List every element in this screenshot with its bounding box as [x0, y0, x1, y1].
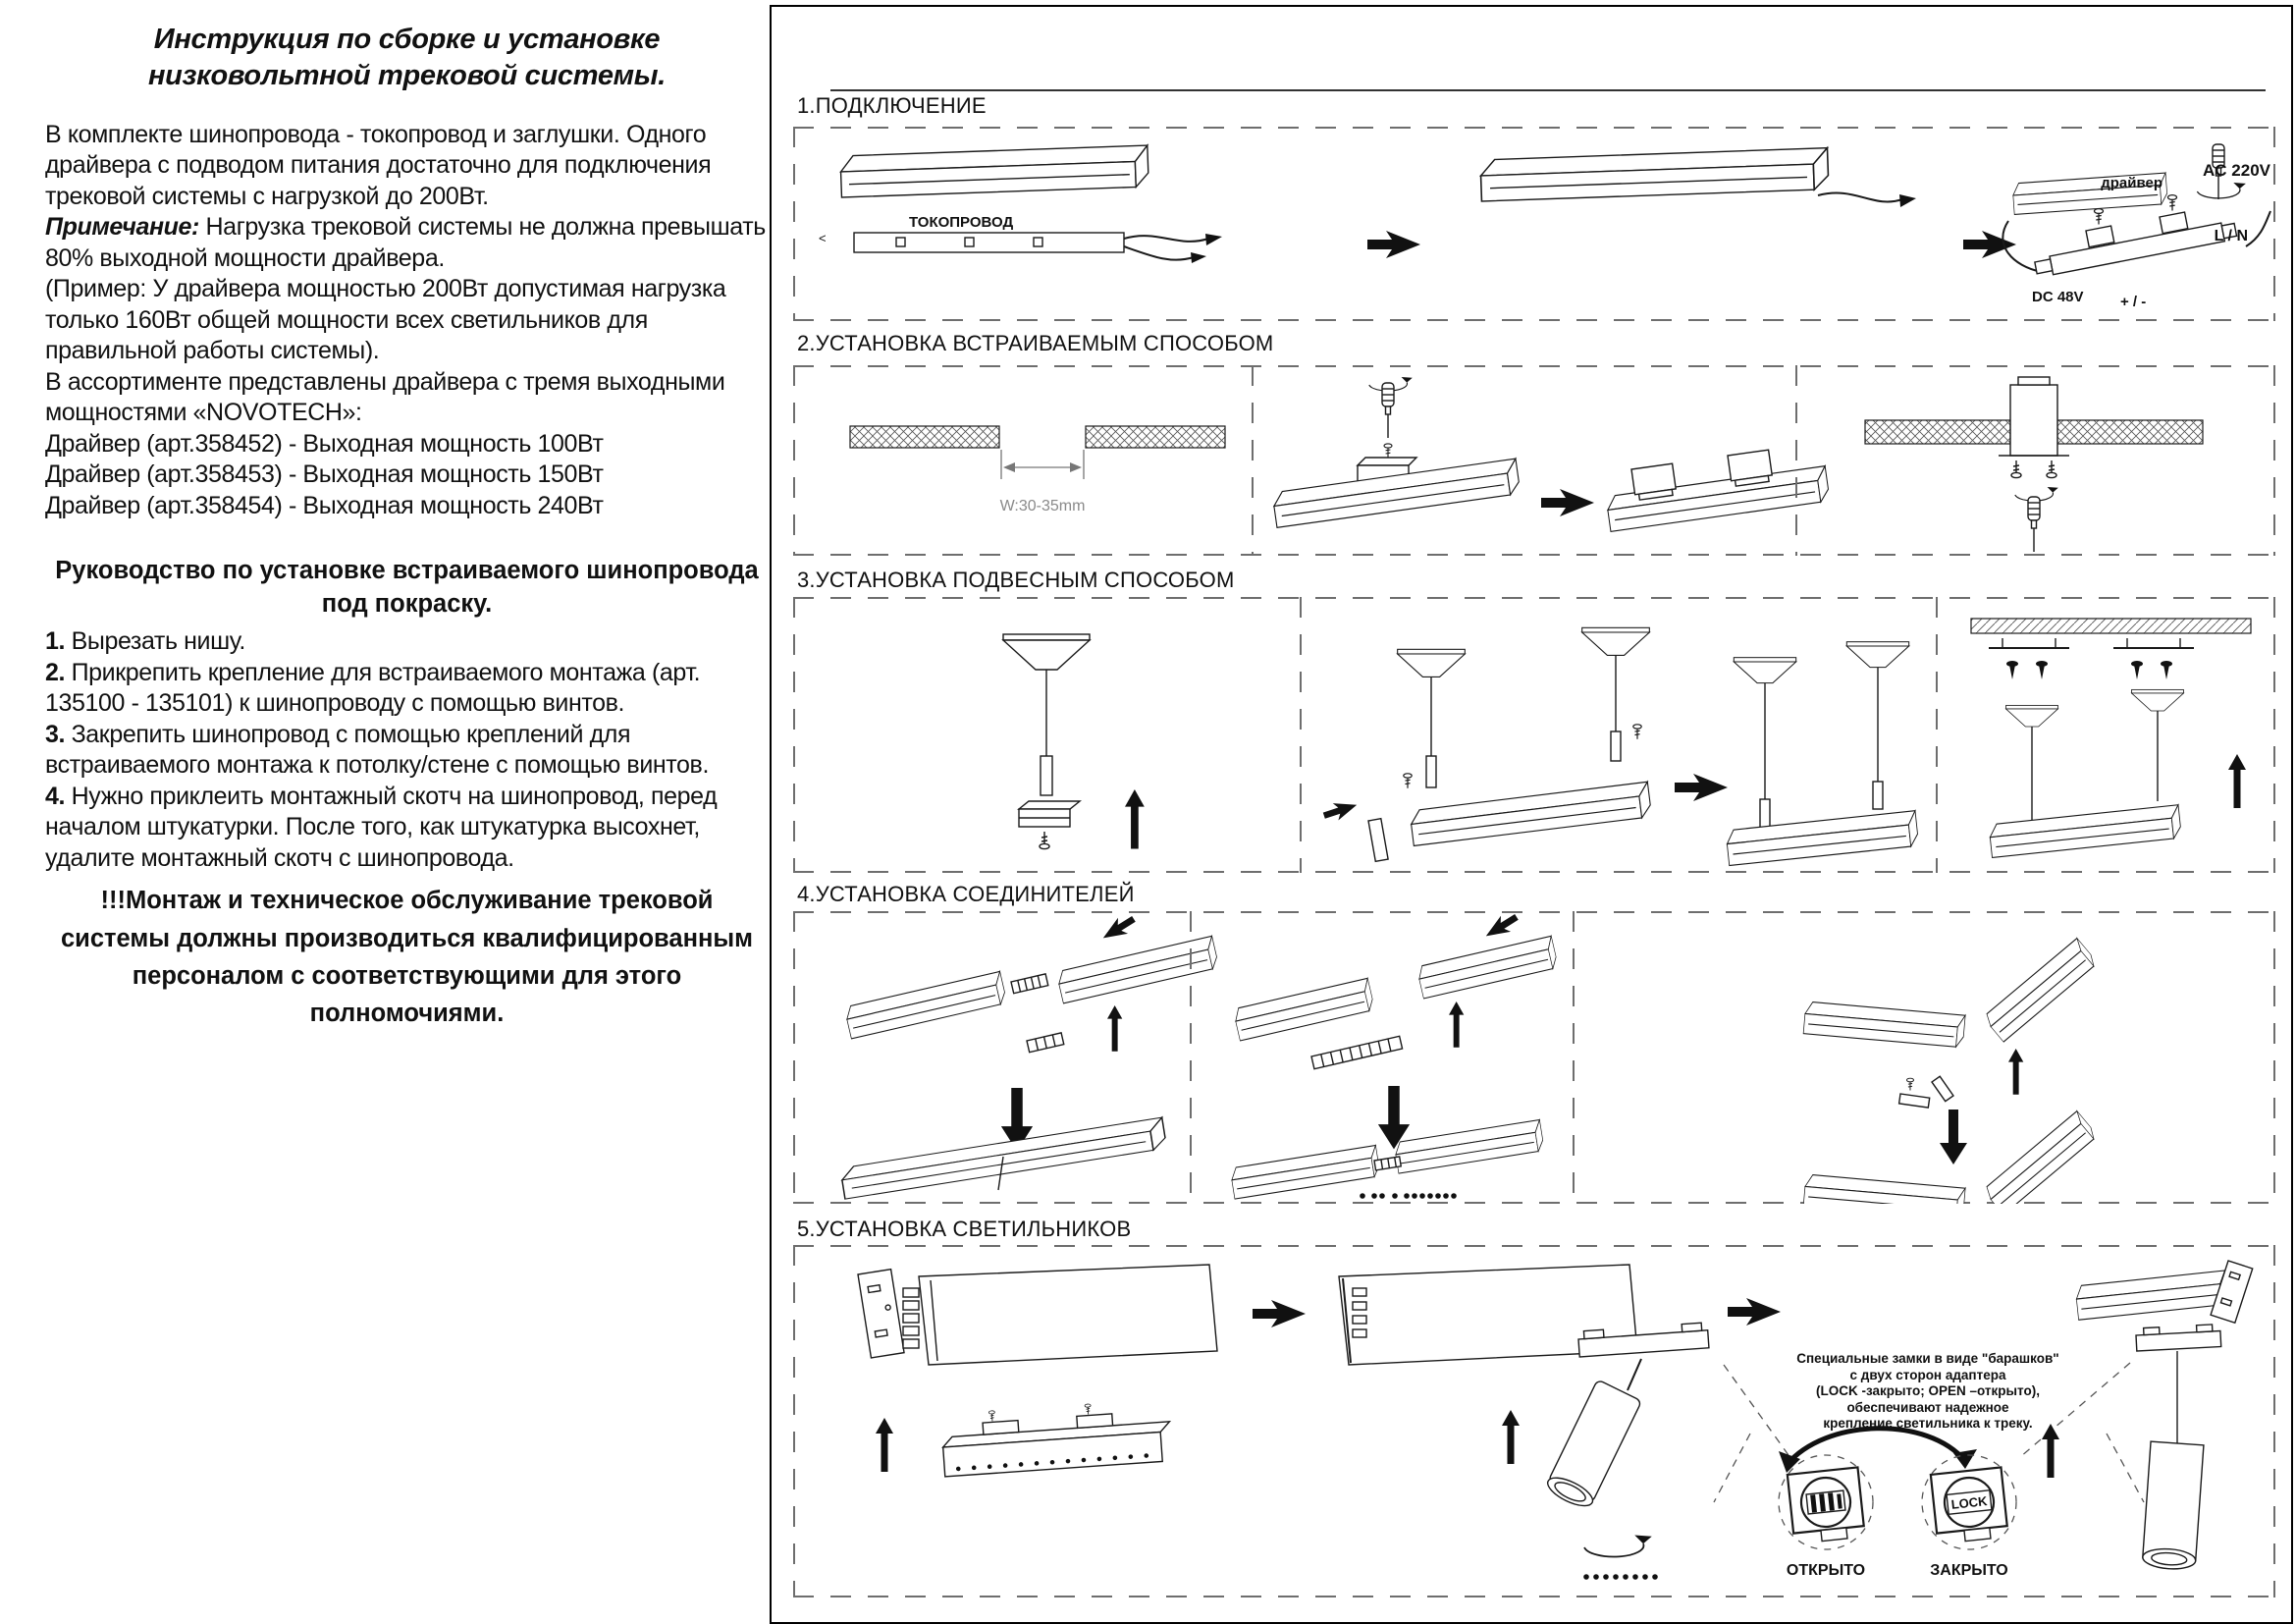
arrow-right-icon	[1541, 489, 1594, 516]
driver-item: Драйвер (арт.358453) - Выходная мощность 150Вт	[45, 460, 604, 489]
instructions-diagram-panel	[770, 5, 2293, 1624]
linear-luminaire-illustration	[940, 1398, 1172, 1477]
section-2-title: 2.УСТАНОВКА ВСТРАИВАЕМЫМ СПОСОБОМ	[797, 331, 1274, 355]
lock-note-line: обеспечивают надежное	[1846, 1399, 2009, 1415]
canopy-icon	[2006, 705, 2058, 727]
long-connector-illustration	[1230, 911, 1559, 1199]
canopy-icon	[1582, 627, 1650, 655]
step-number: 2.	[45, 658, 66, 686]
pendant-luminaire-illustration	[2136, 1325, 2221, 1571]
section-2-diagram	[793, 365, 2275, 556]
section-3-title: 3.УСТАНОВКА ПОДВЕСНЫМ СПОСОБОМ	[797, 568, 1235, 592]
corner-connector-illustration	[1803, 939, 2098, 1204]
bracket-mounting-illustration	[1272, 377, 1521, 527]
rotate-arrow-icon	[2197, 183, 2246, 198]
arrow-down-icon	[1940, 1110, 1967, 1164]
lock-note	[1747, 1351, 2109, 1433]
arrow-right-icon	[1253, 1300, 1306, 1327]
arrow-down-left-icon	[1481, 911, 1522, 944]
section-3-diagram	[793, 597, 2275, 873]
canopy-icon	[1398, 649, 1466, 677]
screwdriver-icon	[1382, 383, 1394, 438]
screw-icon	[2047, 460, 2056, 478]
note-paragraph	[45, 212, 769, 274]
rotate-arrow-icon	[1584, 1536, 1652, 1557]
arrow-down-icon	[1378, 1086, 1410, 1149]
ceiling-cutout-illustration	[850, 426, 1225, 479]
arrow-right-icon	[1321, 796, 1360, 824]
step-text: Вырезать нишу.	[65, 627, 245, 656]
endcap-track-illustration	[858, 1265, 1217, 1365]
warning-text: !!!Монтаж и техническое обслуживание трековой системы должны производиться квалифицированным персоналом с соответствующими для этого полномочиями.	[60, 887, 754, 1028]
polarity-mark: <	[819, 231, 827, 245]
plus-minus-label: + / -	[2120, 294, 2147, 310]
arrow-up-icon	[1107, 1005, 1122, 1052]
arrow-up-icon	[1502, 1410, 1520, 1464]
step-item	[45, 626, 769, 658]
screwdriver-icon	[2028, 497, 2040, 552]
screw-icon	[1633, 725, 1642, 739]
open-label: ОТКРЫТО	[1786, 1562, 1866, 1579]
ln-label: L / N	[2214, 228, 2248, 244]
dc-label: DC 48V	[2032, 289, 2084, 305]
guide-heading: Руководство по установке встраиваемого шинопровода под покраску.	[55, 557, 759, 618]
recessed-mount-diagram	[793, 365, 2275, 556]
connectors-diagram	[793, 911, 2275, 1204]
track-illustration	[840, 145, 1148, 197]
lock-note-line: Специальные замки в виде "барашков"	[1796, 1351, 2059, 1366]
instructions-text-column	[45, 22, 769, 1032]
track-with-wire-illustration	[1480, 148, 1916, 207]
ceiling-mounted-pendant-illustration	[1971, 619, 2251, 857]
arrow-up-icon	[2228, 754, 2246, 808]
section-1-title: 1.ПОДКЛЮЧЕНИЕ	[797, 93, 987, 118]
recessed-track-cross-section	[1865, 377, 2203, 552]
screw-icon	[988, 1411, 995, 1422]
step-text: Нужно приклеить монтажный скотч на шинопровод, перед началом штукатурки. После того, как штукатурка высохнет, удалите монтажный скотч с шинопровода.	[45, 782, 718, 872]
page-title: Инструкция по сборке и установке низковольтной трековой системы.	[147, 24, 667, 91]
screw-icon	[2011, 460, 2021, 478]
pendant-kit-illustration	[1003, 634, 1090, 849]
power-feed-illustration	[854, 233, 1222, 263]
screw-icon	[2095, 209, 2104, 225]
canopy-icon	[2132, 689, 2184, 711]
spot-luminaire-illustration	[1544, 1323, 1709, 1580]
dotted-row	[1360, 1193, 1457, 1199]
screw-icon	[1085, 1404, 1092, 1415]
assortment-paragraph: В ассортименте представлены драйвера с тремя выходными мощностями «NOVOTECH»:	[45, 367, 725, 427]
driver-label: драйвер	[2101, 175, 2163, 191]
tokoprovod-label: ТОКОПРОВОД	[909, 214, 1014, 231]
arrow-up-icon	[876, 1418, 893, 1472]
step-number: 4.	[45, 782, 66, 810]
width-label: W:30-35mm	[999, 498, 1086, 514]
arrow-up-icon	[2008, 1049, 2023, 1095]
driver-item: Драйвер (арт.358454) - Выходная мощность 240Вт	[45, 491, 604, 519]
dotted-row	[1583, 1574, 1658, 1580]
arrow-right-icon	[1367, 231, 1420, 258]
note-text: Нагрузка трековой системы не должна превышать 80% выходной мощности драйвера.	[45, 213, 766, 272]
screw-icon	[1404, 774, 1413, 788]
connection-diagram	[793, 127, 2275, 321]
note-label: Примечание:	[45, 213, 199, 242]
intro-paragraph	[45, 120, 769, 213]
pendant-mount-diagram	[793, 597, 2275, 873]
lock-knob-closed-icon	[1922, 1455, 2016, 1549]
arrow-right-icon	[1675, 774, 1728, 801]
straight-connector-illustration	[840, 911, 1219, 1199]
section-4-title: 4.УСТАНОВКА СОЕДИНИТЕЛЕЙ	[797, 882, 1135, 906]
canopy-icon	[1846, 642, 1908, 668]
lock-note-line: с двух сторон адаптера	[1849, 1367, 2006, 1382]
section-5-title: 5.УСТАНОВКА СВЕТИЛЬНИКОВ	[797, 1217, 1132, 1241]
step-item	[45, 782, 769, 875]
screw-icon	[2168, 195, 2177, 211]
closed-label: ЗАКРЫТО	[1930, 1562, 2008, 1579]
driver-item: Драйвер (арт.358452) - Выходная мощность 100Вт	[45, 429, 604, 458]
step-item	[45, 720, 769, 782]
step-number: 3.	[45, 720, 66, 748]
screw-icon	[1040, 832, 1049, 849]
section-5-diagram	[793, 1245, 2275, 1597]
screw-icon	[1384, 444, 1392, 458]
screw-icon	[1907, 1078, 1914, 1090]
pendant-assembly-illustration	[1368, 627, 1652, 861]
step-text: Прикрепить крепление для встраиваемого монтажа (арт. 135100 - 135101) к шинопроводу с помощью винтов.	[45, 658, 701, 718]
arrow-right-icon	[1728, 1298, 1781, 1326]
step-text: Закрепить шинопровод с помощью креплений для встраиваемого монтажа к потолку/стене с помощью винтов.	[45, 720, 709, 780]
suspended-track-illustration	[1726, 642, 1919, 866]
section-4-diagram	[793, 911, 2275, 1204]
step-item	[45, 658, 769, 720]
intro-text: В комплекте шинопровода - токопровод и заглушки. Одного драйвера с подводом питания достаточно для подключения трековой системы с нагрузкой до 200Вт.	[45, 120, 712, 210]
example-paragraph: (Пример: У драйвера мощностью 200Вт допустимая нагрузка только 160Вт общей мощности всех светильников для правильной работы системы).	[45, 275, 726, 365]
canopy-icon	[1003, 634, 1090, 670]
ac-label: AC 220V	[2203, 161, 2270, 180]
step-number: 1.	[45, 627, 66, 656]
section-1-diagram	[793, 127, 2275, 321]
arrow-up-icon	[1449, 1001, 1464, 1048]
divider-line	[830, 89, 2266, 91]
canopy-icon	[1734, 658, 1795, 683]
lock-knob-open-icon	[1779, 1455, 1873, 1549]
lock-note-line: крепление светильника к треку.	[1823, 1416, 2033, 1431]
lock-note-line: (LOCK -закрыто; OPEN –открыто),	[1816, 1383, 2040, 1398]
lock-text: LOCK	[1949, 1493, 1989, 1512]
arrow-down-left-icon	[1098, 911, 1139, 946]
track-with-endcap-illustration	[2075, 1261, 2253, 1323]
arrow-up-icon	[1125, 789, 1145, 849]
